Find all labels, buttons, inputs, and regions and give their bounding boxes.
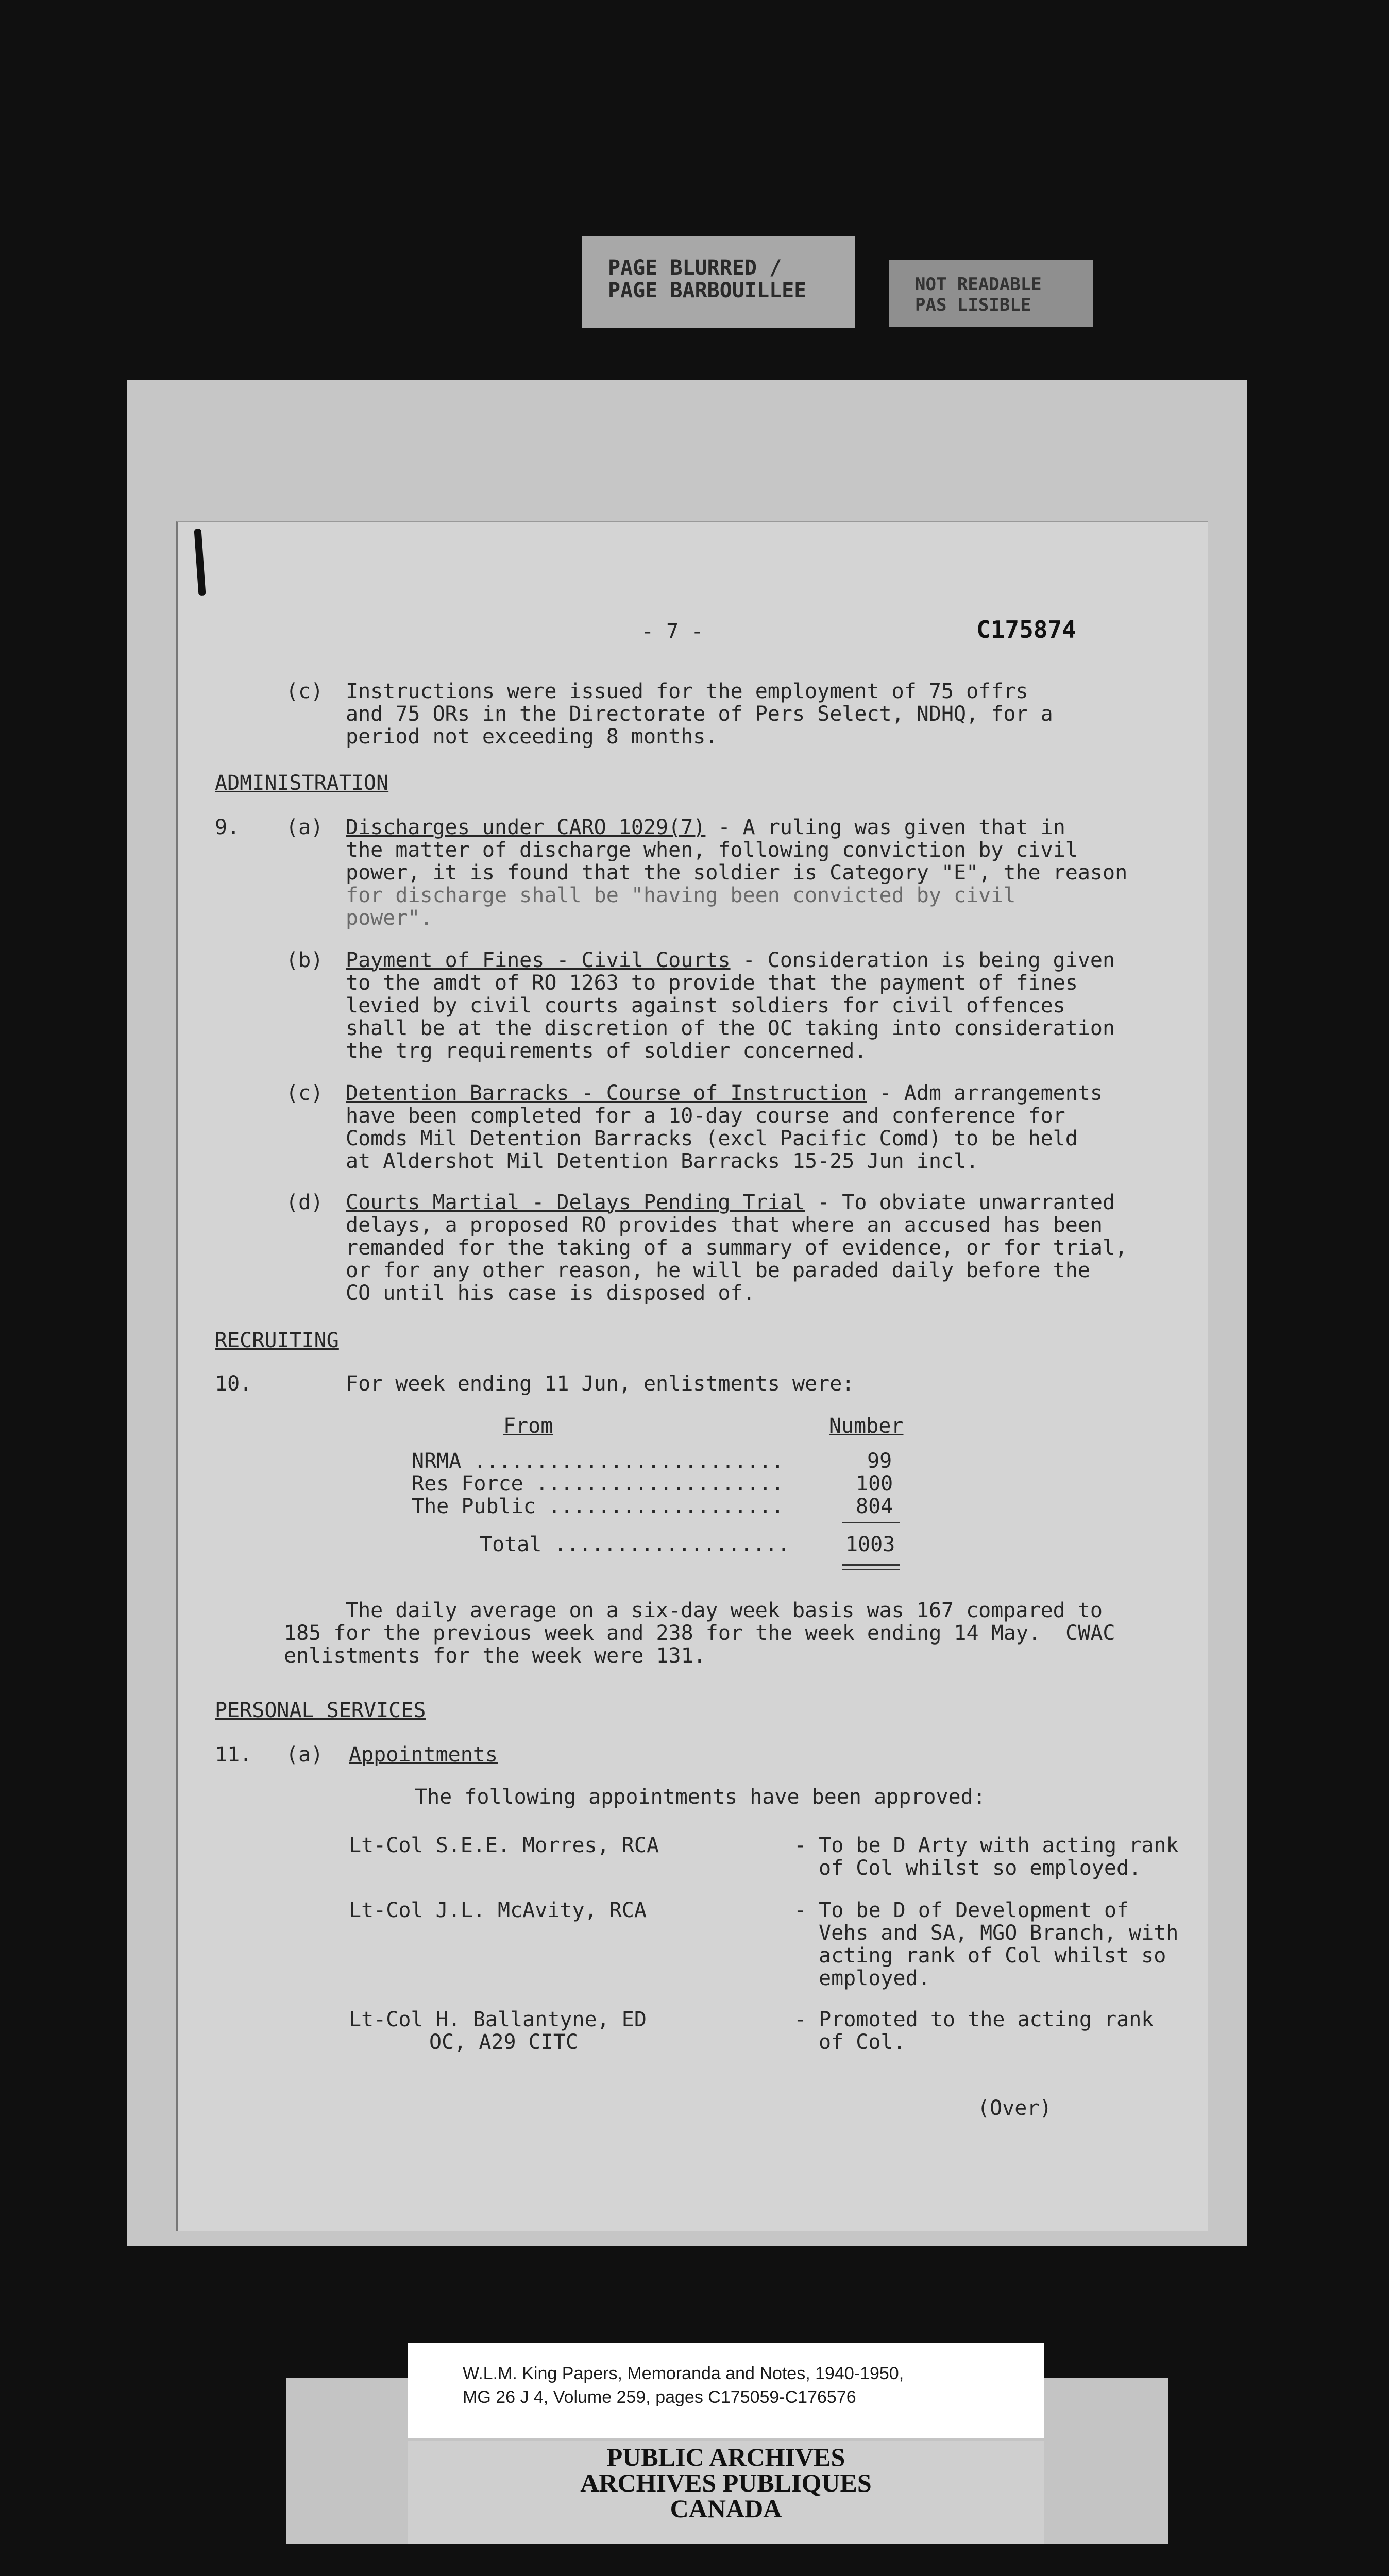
table-row-value: 99 <box>867 1449 892 1473</box>
appointment-detail: - To be D of Development of <box>794 1899 1129 1922</box>
para-label: (c) <box>286 680 324 703</box>
appointment-detail: acting rank of Col whilst so <box>819 1944 1166 1968</box>
table-row-label: The Public ................... <box>412 1495 784 1518</box>
appointment-name: Lt-Col S.E.E. Morres, RCA <box>349 1834 659 1857</box>
para-label: (a) <box>286 816 324 839</box>
text-line: - To obviate unwarranted <box>805 1191 1115 1214</box>
table-header-from: From <box>503 1414 553 1438</box>
stamp-blurred-line2: PAGE BARBOUILLEE <box>608 279 807 302</box>
para-number: 9. <box>215 816 240 839</box>
stamp-notread-line1: NOT READABLE <box>915 274 1042 295</box>
table-header-number: Number <box>829 1414 904 1438</box>
text-line: Comds Mil Detention Barracks (excl Pacific Comd) to be held <box>346 1127 1078 1150</box>
appointment-name: OC, A29 CITC <box>429 2030 578 2054</box>
text-line: shall be at the discretion of the OC taking into consideration <box>346 1016 1115 1040</box>
subheading: Appointments <box>349 1743 498 1767</box>
document-sheet <box>127 380 1247 2246</box>
text-line: levied by civil courts against soldiers for civil offences <box>346 994 1065 1018</box>
subheading: Payment of Fines - Civil Courts <box>346 948 731 972</box>
citation-line2: MG 26 J 4, Volume 259, pages C175059-C176576 <box>463 2387 856 2407</box>
text-line: remanded for the taking of a summary of evidence, or for trial, <box>346 1236 1128 1260</box>
appointment-detail: of Col. <box>819 2030 906 2054</box>
public-archives-label <box>408 2441 1044 2544</box>
appointment-detail: - Promoted to the acting rank <box>794 2008 1154 2031</box>
appointment-detail: - To be D Arty with acting rank <box>794 1834 1179 1857</box>
section-heading-administration: ADMINISTRATION <box>215 771 389 795</box>
appointment-detail: of Col whilst so employed. <box>819 1856 1142 1880</box>
appointment-detail: Vehs and SA, MGO Branch, with <box>819 1921 1179 1945</box>
table-row-label: Res Force .................... <box>412 1472 784 1496</box>
text-line: For week ending 11 Jun, enlistments were: <box>346 1372 855 1396</box>
total-double-rule <box>842 1564 900 1570</box>
text-line: enlistments for the week were 131. <box>284 1644 706 1668</box>
stamp-notread-line2: PAS LISIBLE <box>915 295 1031 315</box>
ink-mark <box>194 529 206 596</box>
section-heading-recruiting: RECRUITING <box>215 1329 339 1352</box>
text-line: 185 for the previous week and 238 for the week ending 14 May. CWAC <box>284 1621 1115 1645</box>
text-line: to the amdt of RO 1263 to provide that the payment of fines <box>346 971 1078 995</box>
public-archives-line3: CANADA <box>670 2494 782 2523</box>
text-line: for discharge shall be "having been convicted by civil <box>346 884 1016 907</box>
not-readable-stamp <box>889 260 1093 327</box>
total-rule <box>842 1522 900 1523</box>
text-line: Instructions were issued for the employment of 75 offrs <box>346 680 1028 703</box>
citation-line1: W.L.M. King Papers, Memoranda and Notes, 1940-1950, <box>463 2364 904 2383</box>
text-line: period not exceeding 8 months. <box>346 725 718 749</box>
text-line: delays, a proposed RO provides that where an accused has been <box>346 1213 1103 1237</box>
text-line: - A ruling was given that in <box>705 816 1065 839</box>
table-row-label: NRMA ......................... <box>412 1449 784 1473</box>
reference-number: C175874 <box>976 616 1076 643</box>
text-line: the trg requirements of soldier concerned. <box>346 1039 867 1063</box>
table-row-value: 100 <box>856 1472 893 1496</box>
text-line: The daily average on a six-day week basis was 167 compared to <box>346 1599 1103 1622</box>
text-line: have been completed for a 10-day course and conference for <box>346 1104 1065 1128</box>
document-page <box>176 521 1208 2231</box>
text-line: power, it is found that the soldier is Category "E", the reason <box>346 861 1128 885</box>
subheading: Courts Martial - Delays Pending Trial <box>346 1191 805 1214</box>
page-number: - 7 - <box>641 620 704 643</box>
subheading: Detention Barracks - Course of Instruction <box>346 1081 867 1105</box>
public-archives-line2: ARCHIVES PUBLIQUES <box>580 2468 872 2497</box>
para-label: (a) <box>286 1743 324 1767</box>
section-heading-personal-services: PERSONAL SERVICES <box>215 1699 426 1722</box>
archive-citation-label <box>408 2343 1044 2438</box>
public-archives-line1: PUBLIC ARCHIVES <box>606 2443 845 2471</box>
text-line: The following appointments have been approved: <box>415 1785 986 1809</box>
text-line: or for any other reason, he will be paraded daily before the <box>346 1259 1090 1282</box>
page-blurred-stamp <box>582 236 855 328</box>
appointment-name: Lt-Col H. Ballantyne, ED <box>349 2008 647 2031</box>
para-label: (b) <box>286 948 324 972</box>
text-line: at Aldershot Mil Detention Barracks 15-25 Jun incl. <box>346 1149 979 1173</box>
para-label: (c) <box>286 1081 324 1105</box>
text-line: power". <box>346 906 433 930</box>
subheading: Discharges under CARO 1029(7) <box>346 816 706 839</box>
stamp-blurred-line1: PAGE BLURRED / <box>608 256 782 280</box>
text-line: and 75 ORs in the Directorate of Pers Select, NDHQ, for a <box>346 702 1053 726</box>
table-row-value: 804 <box>856 1495 893 1518</box>
text-line: the matter of discharge when, following conviction by civil <box>346 838 1078 862</box>
text-line: - Adm arrangements <box>867 1081 1103 1105</box>
table-total-value: 1003 <box>845 1533 895 1556</box>
para-label: (d) <box>286 1191 324 1214</box>
text-line: CO until his case is disposed of. <box>346 1281 755 1305</box>
appointment-name: Lt-Col J.L. McAvity, RCA <box>349 1899 647 1922</box>
appointment-detail: employed. <box>819 1967 930 1990</box>
text-line: - Consideration is being given <box>730 948 1115 972</box>
table-total-label: Total ................... <box>480 1533 790 1556</box>
para-number: 11. <box>215 1743 252 1767</box>
para-number: 10. <box>215 1372 252 1396</box>
over-note: (Over) <box>977 2096 1052 2120</box>
